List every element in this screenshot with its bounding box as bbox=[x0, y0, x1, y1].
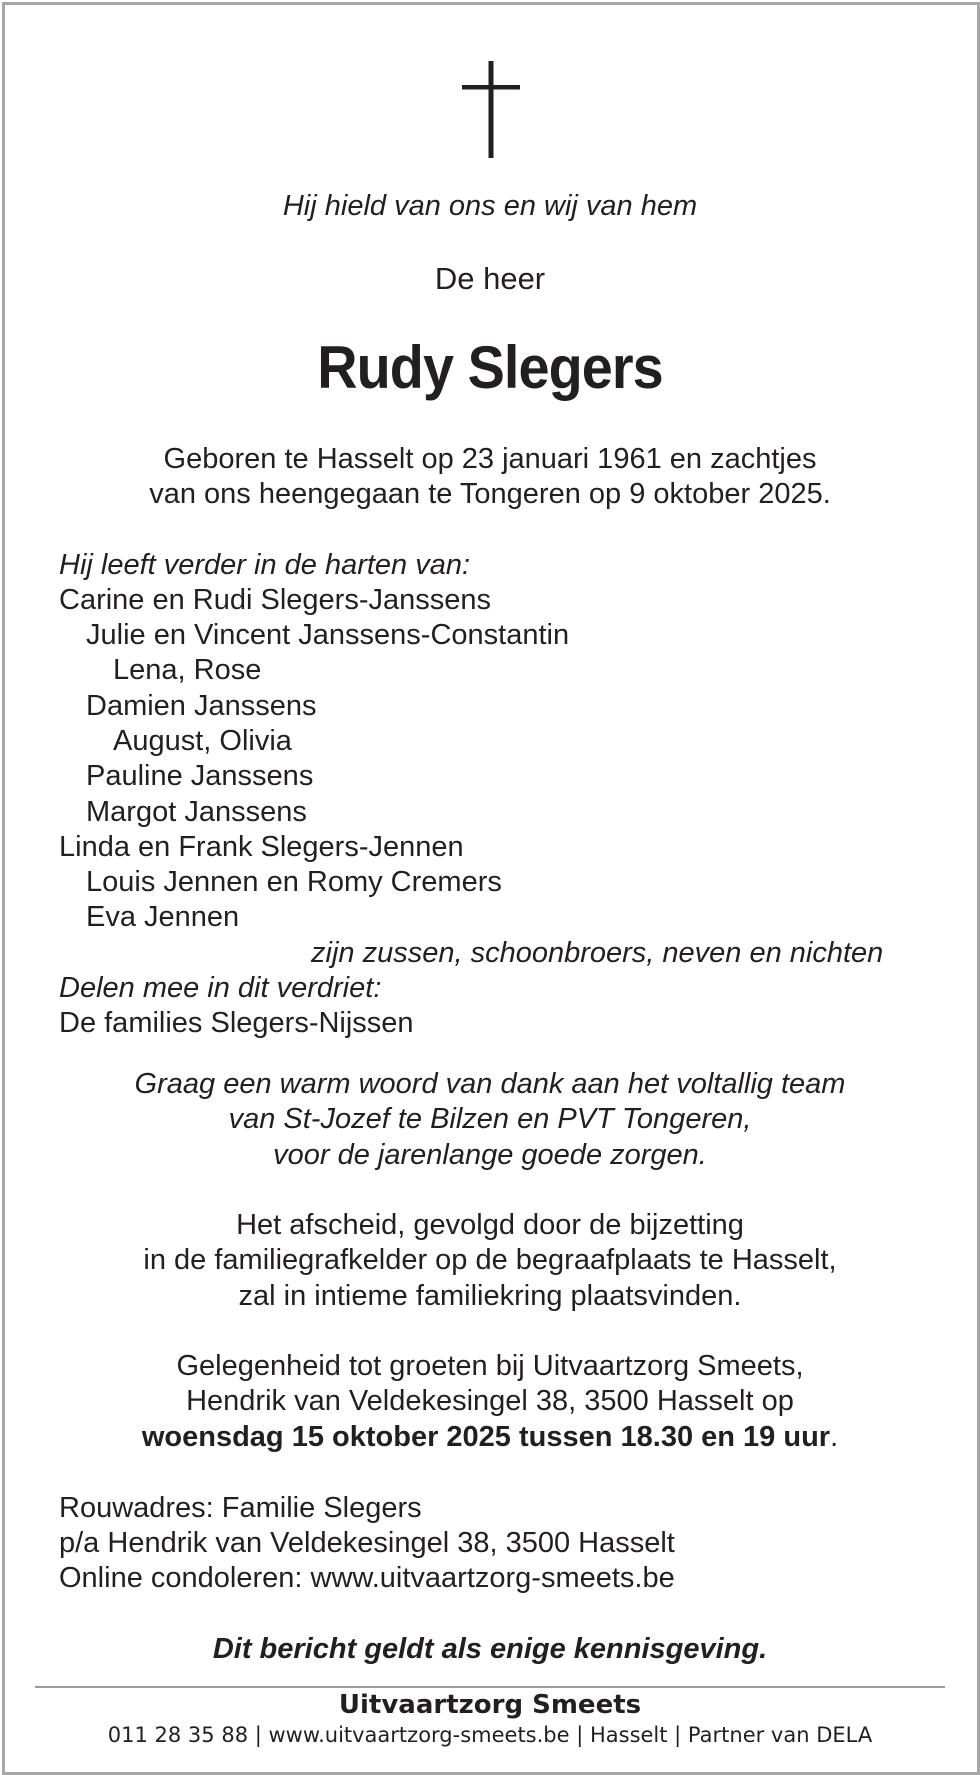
deceased-name: Rudy Slegers bbox=[317, 334, 663, 401]
family-member: Margot Janssens bbox=[86, 796, 307, 828]
farewell-line: in de familiegrafkelder op de begraafplaats te Hasselt, bbox=[143, 1244, 837, 1276]
thanks-line: van St-Jozef te Bilzen en PVT Tongeren, bbox=[228, 1103, 752, 1135]
visitation-line-2: Hendrik van Veldekesingel 38, 3500 Hasselt op bbox=[186, 1385, 794, 1417]
online-condolence: Online condoleren: www.uitvaartzorg-smeets.be bbox=[59, 1562, 675, 1594]
motto: Hij hield van ons en wij van hem bbox=[282, 190, 698, 222]
visitation-period: . bbox=[830, 1421, 839, 1453]
cross-icon bbox=[462, 61, 520, 158]
footer-info: 011 28 35 88 | www.uitvaartzorg-smeets.be | Hasselt | Partner van DELA bbox=[107, 1723, 873, 1747]
footer-divider bbox=[35, 1686, 945, 1688]
birth-line-2: van ons heengegaan te Tongeren op 9 oktober 2025. bbox=[149, 478, 831, 510]
footer-company: Uitvaartzorg Smeets bbox=[338, 1690, 642, 1720]
family-member: Linda en Frank Slegers-Jennen bbox=[59, 831, 464, 863]
share-family: De families Slegers-Nijssen bbox=[59, 1007, 414, 1039]
family-member: Eva Jennen bbox=[86, 901, 240, 933]
farewell-line: zal in intieme familiekring plaatsvinden. bbox=[238, 1280, 742, 1312]
visitation-datetime-line bbox=[0, 1420, 980, 1454]
thanks-line: voor de jarenlange goede zorgen. bbox=[273, 1139, 707, 1171]
family-member: Julie en Vincent Janssens-Constantin bbox=[86, 619, 570, 651]
family-relation: zijn zussen, schoonbroers, neven en nichten bbox=[311, 937, 884, 969]
notice-statement: Dit bericht geldt als enige kennisgeving. bbox=[212, 1633, 768, 1665]
family-member: Carine en Rudi Slegers-Janssens bbox=[59, 584, 491, 616]
family-member: Lena, Rose bbox=[113, 654, 262, 686]
visitation-line-1: Gelegenheid tot groeten bij Uitvaartzorg Smeets, bbox=[176, 1350, 804, 1382]
mourning-address: Rouwadres: Familie Slegers bbox=[59, 1492, 422, 1524]
farewell-line: Het afscheid, gevolgd door de bijzetting bbox=[236, 1209, 744, 1241]
mourning-address-line-2: p/a Hendrik van Veldekesingel 38, 3500 Hasselt bbox=[59, 1527, 675, 1559]
family-member: Pauline Janssens bbox=[86, 760, 314, 792]
family-intro: Hij leeft verder in de harten van: bbox=[59, 549, 471, 581]
family-member: Damien Janssens bbox=[86, 690, 317, 722]
thanks-line: Graag een warm woord van dank aan het voltallig team bbox=[134, 1068, 846, 1100]
visitation-datetime: woensdag 15 oktober 2025 tussen 18.30 en 19 uur bbox=[141, 1421, 831, 1453]
birth-line-1: Geboren te Hasselt op 23 januari 1961 en zachtjes bbox=[163, 443, 817, 475]
family-member: August, Olivia bbox=[113, 725, 292, 757]
title-prefix: De heer bbox=[434, 261, 546, 296]
share-intro: Delen mee in dit verdriet: bbox=[59, 972, 382, 1004]
family-member: Louis Jennen en Romy Cremers bbox=[86, 866, 502, 898]
